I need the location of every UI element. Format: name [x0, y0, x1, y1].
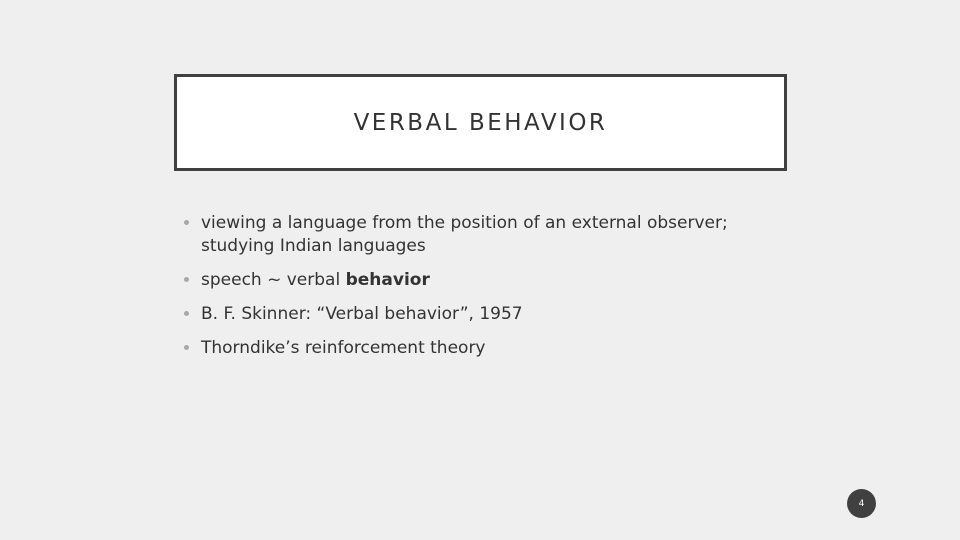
bullet-dot-icon: [184, 277, 189, 282]
bullet-text: viewing a language from the position of an external observer; studying Indian languages: [201, 213, 728, 256]
bullet-bold-text: behavior: [345, 270, 430, 290]
slide-title: VERBAL BEHAVIOR: [353, 109, 608, 136]
bullet-dot-icon: [184, 311, 189, 316]
title-box: [174, 74, 787, 171]
bullet-item: [184, 269, 784, 292]
bullet-text: B. F. Skinner: “Verbal behavior”, 1957: [201, 304, 523, 324]
bullet-dot-icon: [184, 345, 189, 350]
bullet-list: [184, 212, 784, 371]
bullet-text: speech ~ verbal: [201, 270, 346, 290]
bullet-item: [184, 212, 784, 258]
bullet-dot-icon: [184, 220, 189, 225]
bullet-item: [184, 337, 784, 360]
page-number-badge: [847, 489, 876, 518]
page-number: 4: [858, 498, 865, 509]
bullet-item: [184, 303, 784, 326]
bullet-text: Thorndike’s reinforcement theory: [201, 338, 486, 358]
